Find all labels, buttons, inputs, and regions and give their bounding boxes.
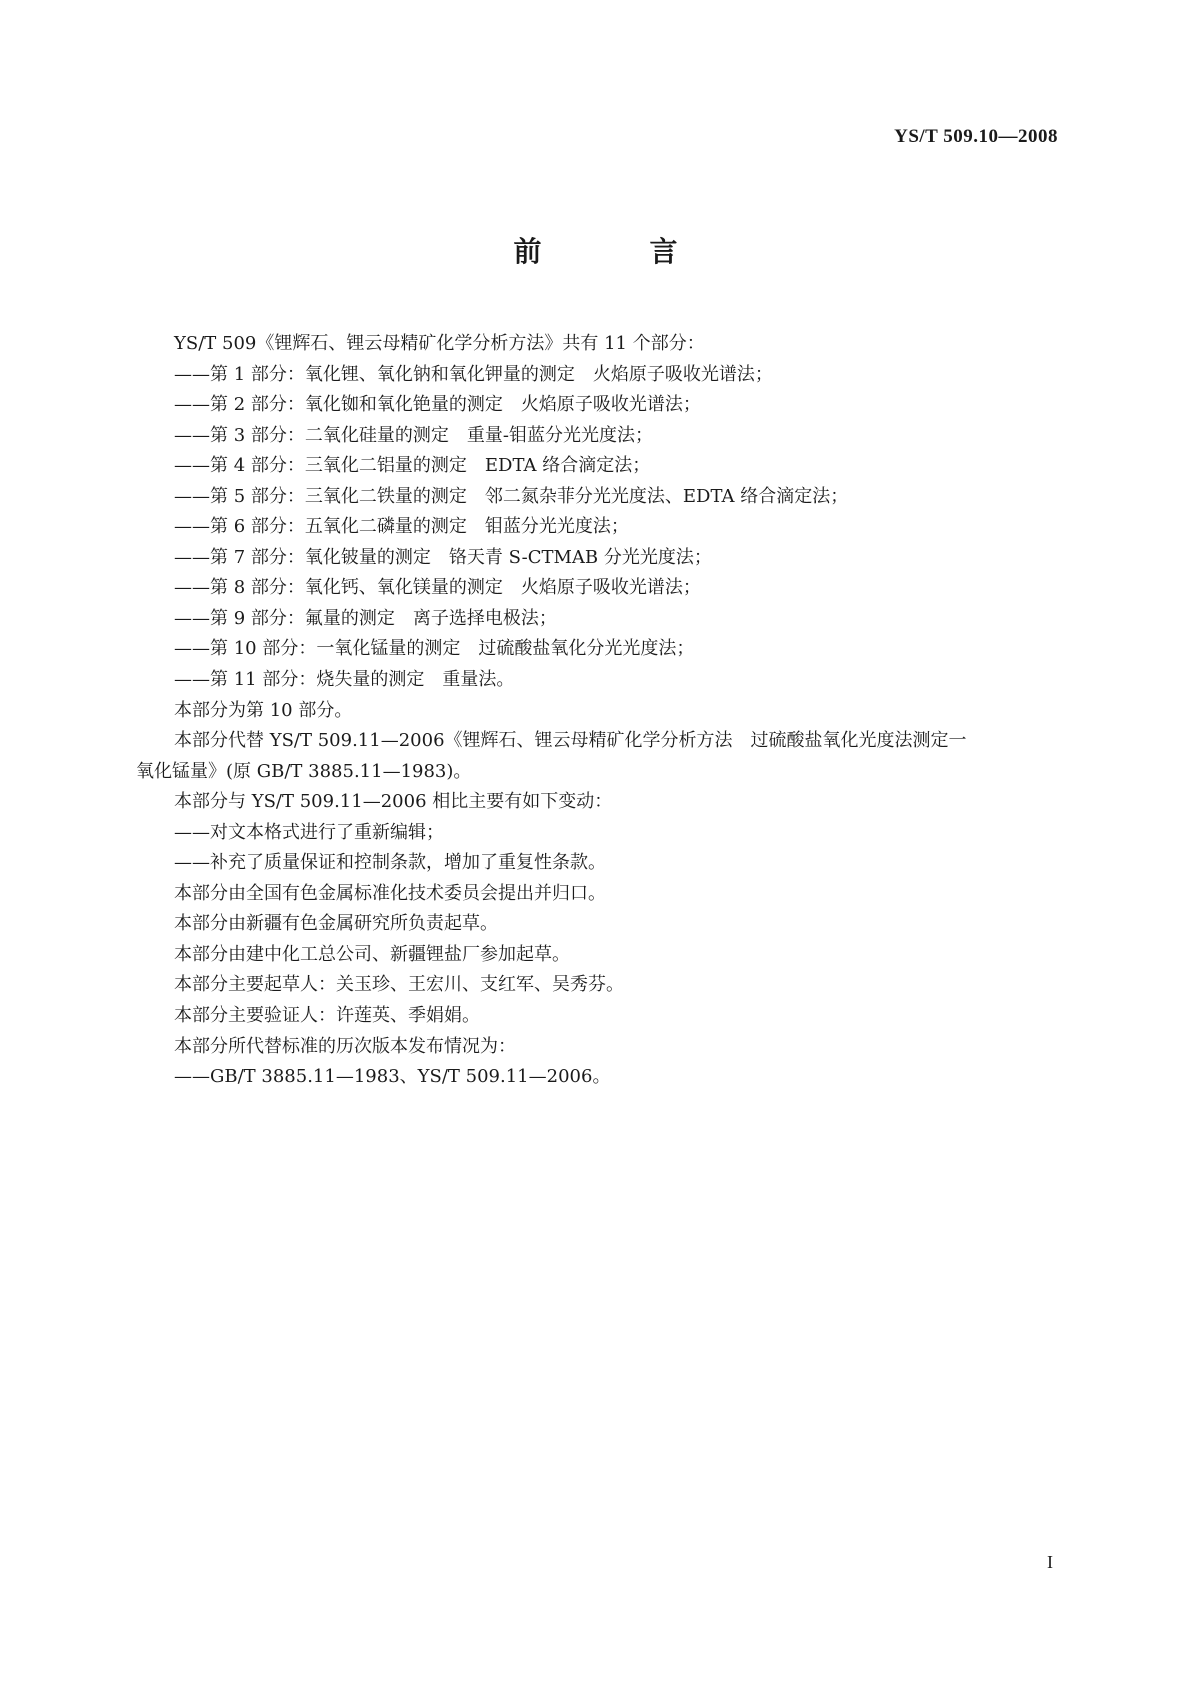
history-item: ——GB/T 3885.11—1983、YS/T 509.11—2006。: [174, 1066, 611, 1088]
list-item-part-10: ——第 10 部分：一氧化锰量的测定 过硫酸盐氧化分光光度法；: [174, 638, 695, 660]
replacement-statement: 本部分代替 YS/T 509.11—2006《锂辉石、锂云母精矿化学分析方法 过硫酸盐氧化光度法测定一: [174, 730, 967, 752]
list-item-part-4: ——第 4 部分：三氧化二铝量的测定 EDTA 络合滴定法；: [174, 455, 651, 477]
list-item-part-11: ——第 11 部分：烧失量的测定 重量法。: [174, 669, 515, 691]
changes-intro: 本部分与 YS/T 509.11—2006 相比主要有如下变动：: [174, 791, 613, 813]
list-item-part-9: ——第 9 部分：氟量的测定 离子选择电极法；: [174, 607, 557, 629]
replacement-statement-continued: 氧化锰量》(原 GB/T 3885.11—1983)。: [136, 760, 472, 782]
list-item-part-5: ——第 5 部分：三氧化二铁量的测定 邻二氮杂菲分光光度法、EDTA 络合滴定法；: [174, 485, 849, 507]
history-intro: 本部分所代替标准的历次版本发布情况为：: [174, 1035, 516, 1057]
verifiers-statement: 本部分主要验证人：许莲英、季娟娟。: [174, 1005, 480, 1027]
standard-code: YS/T 509.10—2008: [894, 126, 1058, 147]
list-item-part-7: ——第 7 部分：氧化铍量的测定 铬天青 S-CTMAB 分光光度法；: [174, 546, 712, 568]
list-item-part-2: ——第 2 部分：氧化铷和氧化铯量的测定 火焰原子吸收光谱法；: [174, 394, 701, 416]
list-item-part-1: ——第 1 部分：氧化锂、氧化钠和氧化钾量的测定 火焰原子吸收光谱法；: [174, 363, 773, 385]
change-item-1: ——对文本格式进行了重新编辑；: [174, 821, 444, 843]
proposer-statement: 本部分由全国有色金属标准化技术委员会提出并归口。: [174, 882, 606, 904]
page-title: 前 言: [513, 235, 718, 268]
foreword-body: [136, 329, 1061, 1093]
drafters-statement: 本部分主要起草人：关玉珍、王宏川、支红军、吴秀芬。: [174, 974, 624, 996]
drafting-org-statement: 本部分由新疆有色金属研究所负责起草。: [174, 913, 498, 935]
list-item-part-3: ——第 3 部分：二氧化硅量的测定 重量-钼蓝分光光度法；: [174, 424, 653, 446]
list-item-part-8: ——第 8 部分：氧化钙、氧化镁量的测定 火焰原子吸收光谱法；: [174, 577, 701, 599]
change-item-2: ——补充了质量保证和控制条款，增加了重复性条款。: [174, 852, 606, 874]
list-item-part-6: ——第 6 部分：五氧化二磷量的测定 钼蓝分光光度法；: [174, 516, 629, 538]
intro-paragraph: YS/T 509《锂辉石、锂云母精矿化学分析方法》共有 11 个部分：: [174, 333, 705, 354]
participating-org-statement: 本部分由建中化工总公司、新疆锂盐厂参加起草。: [174, 943, 570, 965]
page-number: I: [1047, 1552, 1053, 1572]
part-statement: 本部分为第 10 部分。: [174, 699, 353, 721]
